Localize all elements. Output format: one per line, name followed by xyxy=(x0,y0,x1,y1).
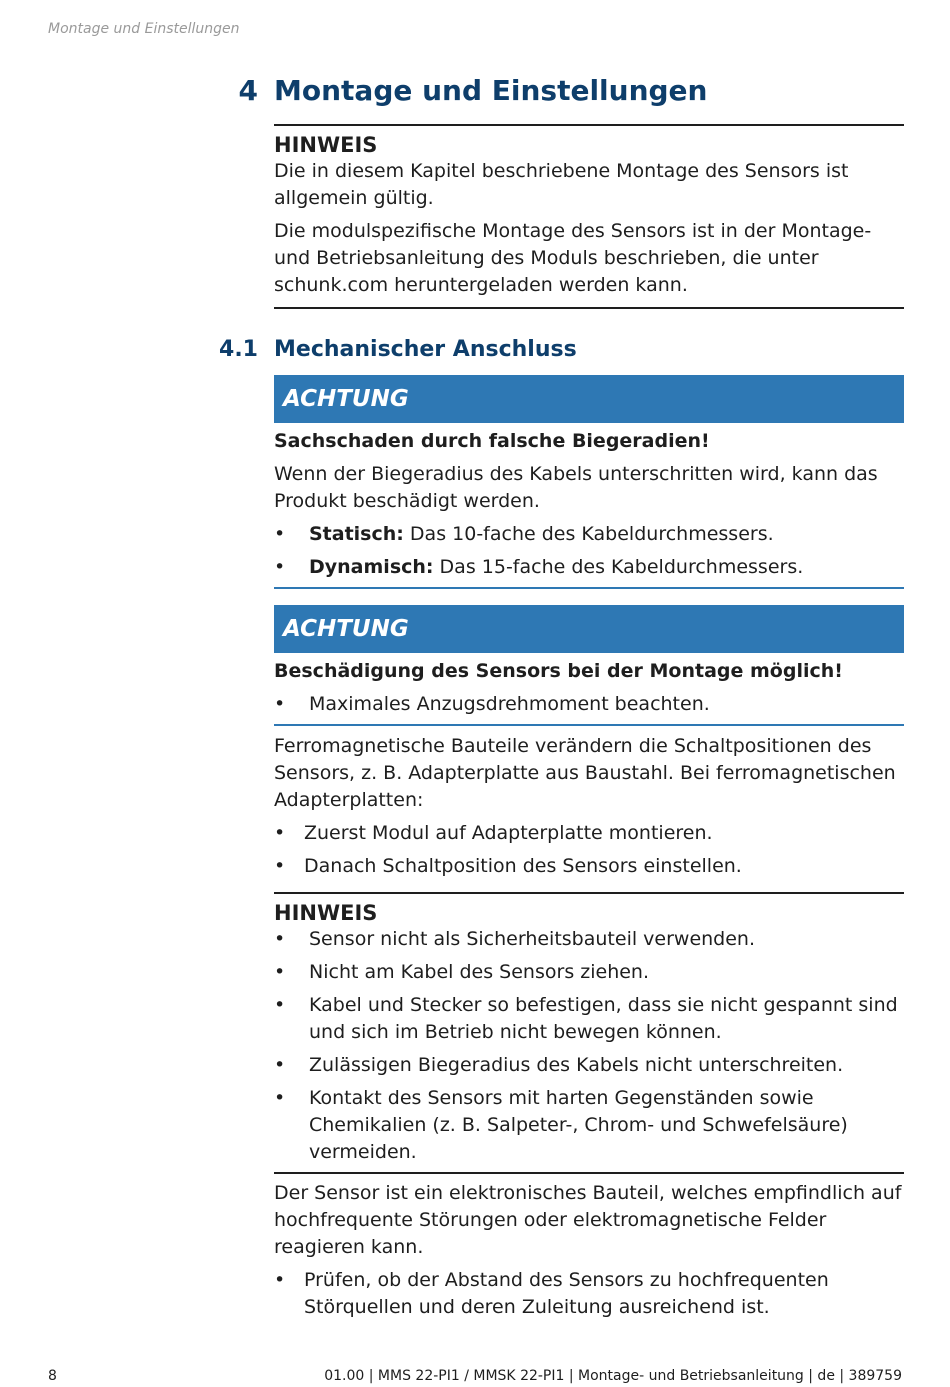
caution-headline: Sachschaden durch falsche Biegeradien! xyxy=(274,430,710,452)
item-text: Sensor nicht als Sicherheitsbauteil verwenden. xyxy=(309,928,756,950)
list-item xyxy=(274,1267,904,1321)
notice-label: HINWEIS xyxy=(274,901,378,925)
item-term: Statisch: xyxy=(309,523,404,545)
caution-box-1 xyxy=(274,375,904,589)
bullet-icon: • xyxy=(274,1269,286,1291)
bullet-icon: • xyxy=(274,822,286,844)
caution-headline: Beschädigung des Sensors bei der Montage möglich! xyxy=(274,660,843,682)
item-text: Das 15-fache des Kabeldurchmessers. xyxy=(433,556,804,578)
notice-paragraph: Die in diesem Kapitel beschriebene Montage des Sensors ist allgemein gültig. xyxy=(274,160,849,209)
item-text: Maximales Anzugsdrehmoment beachten. xyxy=(309,693,710,715)
list-item xyxy=(274,992,904,1046)
list-item xyxy=(274,521,904,548)
bullet-icon: • xyxy=(274,523,286,545)
item-text: Danach Schaltposition des Sensors einstellen. xyxy=(304,855,742,877)
ferro-section xyxy=(274,733,904,880)
caution-banner: ACHTUNG xyxy=(274,605,904,653)
item-text: Zuerst Modul auf Adapterplatte montieren. xyxy=(304,822,713,844)
bullet-icon: • xyxy=(274,1087,286,1109)
notice-box-2 xyxy=(274,892,904,1174)
list-item xyxy=(274,926,904,953)
notice-box-1 xyxy=(274,124,904,309)
item-text: Das 10-fache des Kabeldurchmessers. xyxy=(403,523,774,545)
notice-paragraph: Die modulspezifische Montage des Sensors ist in der Montage- und Betriebsanleitung des Moduls beschrieben, die unter schunk.com heruntergeladen werden kann. xyxy=(274,220,872,296)
list-item xyxy=(274,820,904,847)
bullet-icon: • xyxy=(274,994,286,1016)
bullet-icon: • xyxy=(274,556,286,578)
ferro-text: Ferromagnetische Bauteile verändern die Schaltpositionen des Sensors, z. B. Adapterplatte aus Baustahl. Bei ferromagnetischen Adapterplatten: xyxy=(274,735,896,811)
item-text: Nicht am Kabel des Sensors ziehen. xyxy=(309,961,650,983)
item-text: Prüfen, ob der Abstand des Sensors zu hochfrequenten Störquellen und deren Zuleitung ausreichend ist. xyxy=(304,1269,829,1318)
list-item xyxy=(274,691,904,718)
bullet-icon: • xyxy=(274,928,286,950)
footer-doc-info: 01.00 | MMS 22-PI1 / MMSK 22-PI1 | Montage- und Betriebsanleitung | de | 389759 xyxy=(324,1368,902,1384)
list-item xyxy=(274,853,904,880)
list-item xyxy=(274,959,904,986)
bullet-icon: • xyxy=(274,693,286,715)
item-text: Zulässigen Biegeradius des Kabels nicht unterschreiten. xyxy=(309,1054,844,1076)
caution-box-2 xyxy=(274,605,904,726)
chapter-number: 4 xyxy=(238,74,258,107)
section-number: 4.1 xyxy=(219,337,258,362)
list-item xyxy=(274,1052,904,1079)
notice-label: HINWEIS xyxy=(274,133,378,157)
section-title: Mechanischer Anschluss xyxy=(274,337,577,362)
running-head: Montage und Einstellungen xyxy=(48,21,240,37)
bullet-icon: • xyxy=(274,1054,286,1076)
chapter-title: Montage und Einstellungen xyxy=(274,74,708,107)
bullet-icon: • xyxy=(274,961,286,983)
item-text: Kabel und Stecker so befestigen, dass sie nicht gespannt sind und sich im Betrieb nicht bewegen können. xyxy=(309,994,898,1043)
bullet-icon: • xyxy=(274,855,286,877)
list-item xyxy=(274,1085,904,1166)
page-number: 8 xyxy=(48,1368,57,1384)
list-item xyxy=(274,554,904,581)
item-text: Kontakt des Sensors mit harten Gegenständen sowie Chemikalien (z. B. Salpeter-, Chrom- und Schwefelsäure) vermeiden. xyxy=(309,1087,848,1163)
caution-banner: ACHTUNG xyxy=(274,375,904,423)
emc-section xyxy=(274,1180,904,1321)
item-term: Dynamisch: xyxy=(309,556,434,578)
caution-text: Wenn der Biegeradius des Kabels unterschritten wird, kann das Produkt beschädigt werden. xyxy=(274,463,878,512)
emc-text: Der Sensor ist ein elektronisches Bauteil, welches empfindlich auf hochfrequente Störungen oder elektromagnetische Felder reagieren kann. xyxy=(274,1182,902,1258)
